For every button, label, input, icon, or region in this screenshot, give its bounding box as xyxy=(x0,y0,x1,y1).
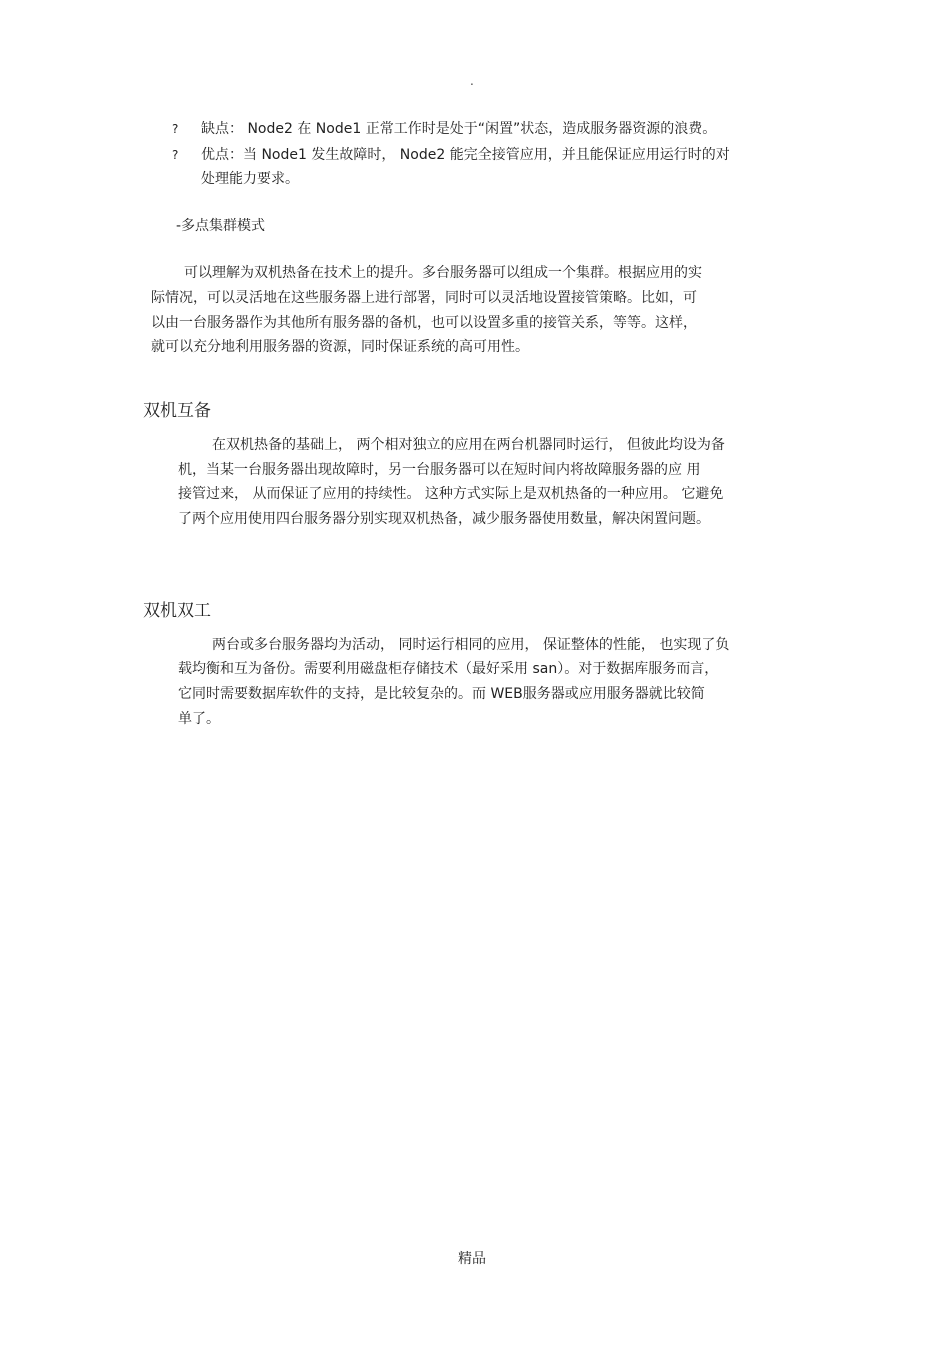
bullet-mark-pros: ? xyxy=(172,148,179,162)
header-dot: . xyxy=(470,74,474,88)
multi-cluster-line-1: 可以理解为双机热备在技术上的提升。多台服务器可以组成一个集群。根据应用的实 xyxy=(184,265,702,281)
multi-cluster-line-4: 就可以充分地利用服务器的资源，同时保证系统的高可用性。 xyxy=(151,339,529,355)
duplex-line-1: 两台或多台服务器均为活动， 同时运行相同的应用， 保证整体的性能， 也实现了负 xyxy=(212,637,730,653)
duplex-line-3: 它同时需要数据库软件的支持，是比较复杂的。而 WEB服务器或应用服务器就比较简 xyxy=(178,686,705,702)
bullet-mark-cons: ? xyxy=(172,122,179,136)
mutual-backup-heading: 双机互备 xyxy=(143,401,211,421)
mutual-backup-line-2: 机，当某一台服务器出现故障时，另一台服务器可以在短时间内将故障服务器的应 用 xyxy=(178,462,701,478)
duplex-line-2: 载均衡和互为备份。需要利用磁盘柜存储技术（最好采用 san）。对于数据库服务而言， xyxy=(178,661,719,677)
mutual-backup-line-1: 在双机热备的基础上， 两个相对独立的应用在两台机器同时运行， 但彼此均设为备 xyxy=(212,437,725,453)
duplex-heading: 双机双工 xyxy=(143,601,211,621)
multi-cluster-line-3: 以由一台服务器作为其他所有服务器的备机，也可以设置多重的接管关系，等等。这样， xyxy=(151,315,697,331)
bullet-pros-text-line1: 优点：当 Node1 发生故障时， Node2 能完全接管应用，并且能保证应用运行时的对 xyxy=(201,147,730,163)
multi-cluster-title: -多点集群模式 xyxy=(176,218,266,234)
multi-cluster-line-2: 际情况，可以灵活地在这些服务器上进行部署，同时可以灵活地设置接管策略。比如，可 xyxy=(151,290,697,306)
bullet-pros-text-line2: 处理能力要求。 xyxy=(201,171,299,187)
bullet-cons-text: 缺点： Node2 在 Node1 正常工作时是处于“闲置”状态，造成服务器资源的浪费。 xyxy=(201,121,717,137)
mutual-backup-line-3: 接管过来， 从而保证了应用的持续性。 这种方式实际上是双机热备的一种应用。 它避免 xyxy=(178,486,724,502)
page-footer: 精品 xyxy=(458,1251,486,1267)
duplex-line-4: 单了。 xyxy=(178,711,220,727)
mutual-backup-line-4: 了两个应用使用四台服务器分别实现双机热备，减少服务器使用数量，解决闲置问题。 xyxy=(178,511,710,527)
